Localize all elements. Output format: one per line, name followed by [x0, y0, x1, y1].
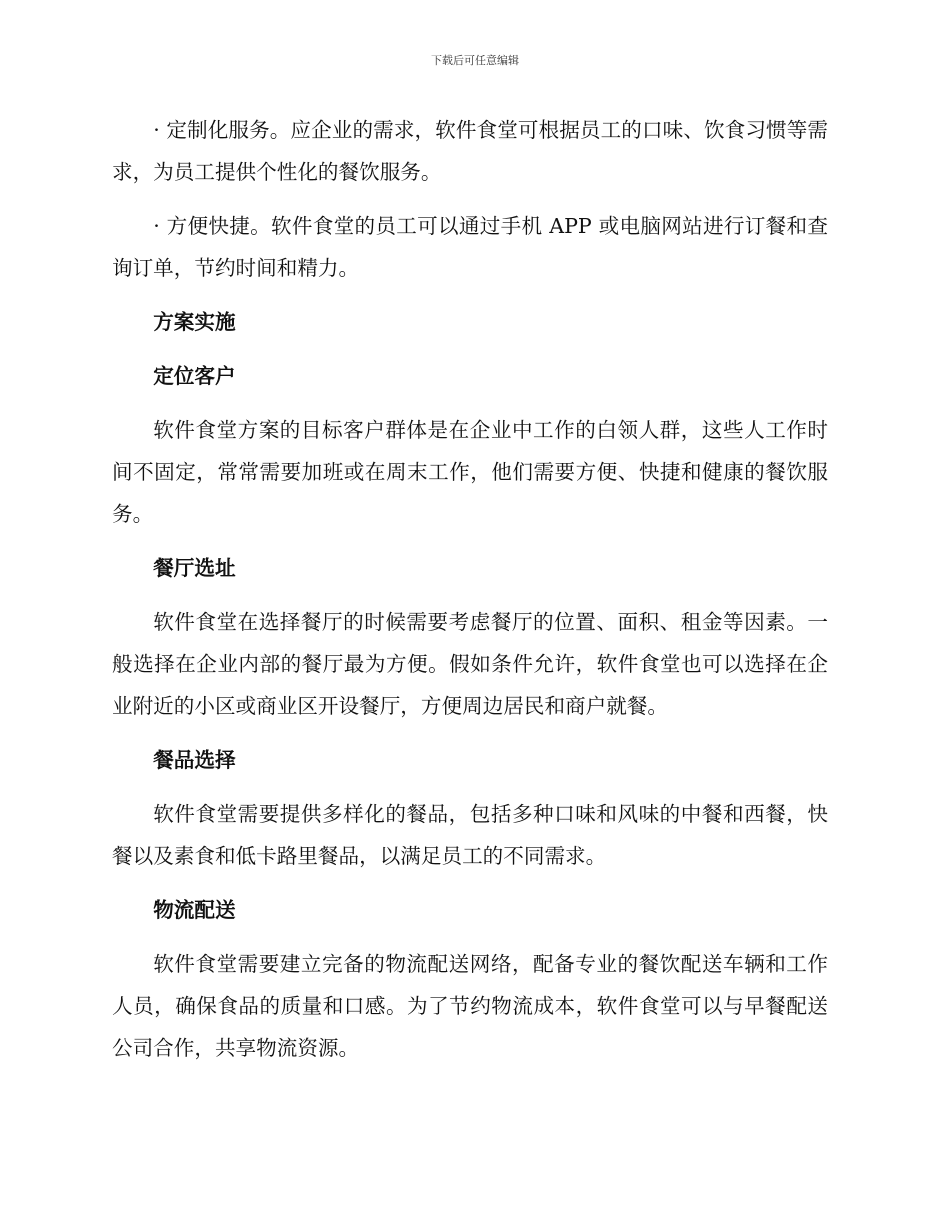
bullet-custom-service: · 定制化服务。应企业的需求，软件食堂可根据员工的口味、饮食习惯等需求，为员工提供个性化的餐饮服务。: [112, 118, 828, 184]
page-header: 下载后可任意编辑: [431, 54, 519, 67]
heading-implementation: 方案实施: [153, 310, 236, 334]
paragraph-customer: 软件食堂方案的目标客户群体是在企业中工作的白领人群，这些人工作时间不固定，常常需要加班或在周末工作，他们需要方便、快捷和健康的餐饮服务。: [112, 418, 828, 526]
heading-logistics: 物流配送: [153, 898, 236, 922]
heading-food: 餐品选择: [153, 748, 236, 772]
bullet-convenience: · 方便快捷。软件食堂的员工可以通过手机 APP 或电脑网站进行订餐和查询订单，节约时间和精力。: [112, 214, 828, 280]
paragraph-location: 软件食堂在选择餐厅的时候需要考虑餐厅的位置、面积、租金等因素。一般选择在企业内部的餐厅最为方便。假如条件允许，软件食堂也可以选择在企业附近的小区或商业区开设餐厅，方便周边居民和商户就餐。: [112, 610, 828, 718]
paragraph-logistics: 软件食堂需要建立完备的物流配送网络，配备专业的餐饮配送车辆和工作人员，确保食品的质量和口感。为了节约物流成本，软件食堂可以与早餐配送公司合作，共享物流资源。: [112, 952, 828, 1060]
heading-customer: 定位客户: [153, 364, 236, 388]
paragraph-food: 软件食堂需要提供多样化的餐品，包括多种口味和风味的中餐和西餐，快餐以及素食和低卡路里餐品，以满足员工的不同需求。: [112, 802, 828, 868]
document-body: [112, 109, 828, 1069]
heading-location: 餐厅选址: [153, 556, 236, 580]
